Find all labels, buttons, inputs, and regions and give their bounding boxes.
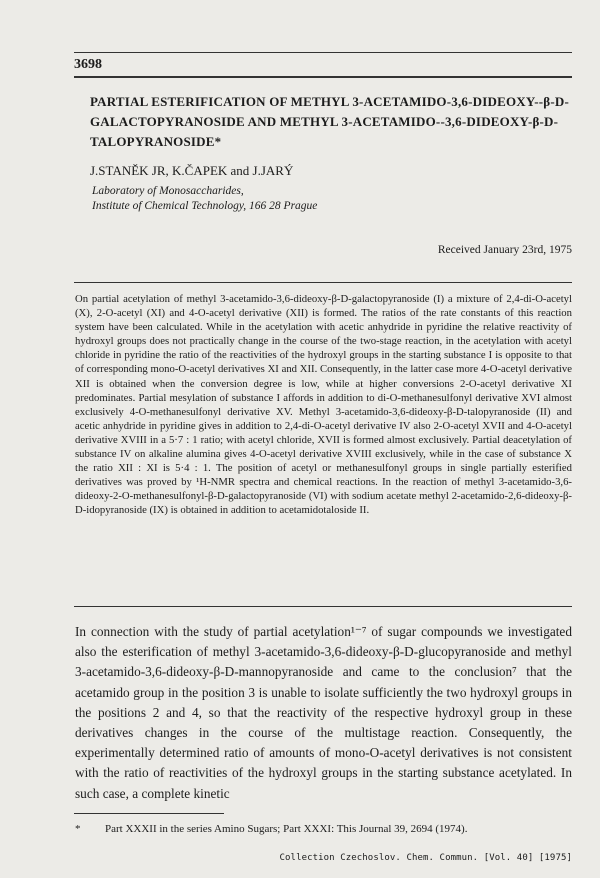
body-paragraph: In connection with the study of partial acetylation¹⁻⁷ of sugar compounds we investigated also the esterification of methyl 3-acetamido-3,6-dideoxy-β-D-glucopyranoside and methyl 3-acetamido-3,6-dideoxy-β-D-mannopyranoside and came to the conclusion⁷ that the acetamido group in the position 3 is unable to isolate sufficiently the two hydroxyl groups in the positions 2 and 4, so that the reactivity of the respective hydroxyl group in these derivatives changes in the course of the multistage reaction. Consequently, the experimentally determined ratio of amounts of mono-O-acetyl derivatives is not consistent with the ratio of reactivities of the hydroxyl groups in the starting substance acetylated. In such case, a complete kinetic [75, 624, 572, 801]
affiliation-line-1: Laboratory of Monosaccharides, [92, 185, 244, 197]
article-title: PARTIAL ESTERIFICATION OF METHYL 3-ACETAMIDO-3,6-DIDEOXY--β-D-GALACTOPYRANOSIDE AND METHYL 3-ACETAMIDO--3,6-DIDEOXY-β-D-TALOPYRANOSIDE* [90, 94, 569, 149]
author-affiliation [92, 184, 317, 214]
footnote [75, 823, 572, 835]
abstract-bottom-rule [74, 606, 572, 607]
header-top-rule [74, 52, 572, 53]
footnote-mark: * [75, 823, 81, 835]
footnote-text: Part XXXII in the series Amino Sugars; Part XXXI: This Journal 39, 2694 (1974). [105, 823, 468, 835]
header-bottom-rule [74, 76, 572, 78]
abstract-text: On partial acetylation of methyl 3-acetamido-3,6-dideoxy-β-D-galactopyranoside (I) a mixture of 2,4-di-O-acetyl (X), 2-O-acetyl (XI) and 4-O-acetyl derivative (XII) is formed. The ratios of the rate constants of this reaction system have been calculated. While in the acetylation with acetic anhydride in pyridine the relative reactivity of hydroxyl groups does not practically change in the course of the two-stage reaction, in the acetylation with acetyl chloride in pyridine the ratio of the reactivities of the hydroxyl groups in the starting substance I is opposite to that of corresponding mono-O-acetyl derivatives XI and XII. Consequently, in the latter case more 4-O-acetyl derivative XII is obtained when the conversion degree is low, while at higher conversions 2-O-acetyl derivative XI predominates. Partial mesylation of substance I affords in addition to di-O-methanesulfonyl derivative XVI almost exclusively 4-O-methanesulfonyl derivative XV. Methyl 3-acetamido-3,6-dideoxy-β-D-talopyranoside (II) and acetic anhydride in pyridine gives in addition to 2,4-di-O-acetyl derivative IV also 2-O-acetyl XVII and 4-O-acetyl derivative XVIII in a 5·7 : 1 ratio; with acetyl chloride, XVII is formed almost exclusively. Partial deacetylation of substance IV on alkaline alumina gives 4-O-acetyl derivative XVIII exclusively, while in the case of substance X the ratio XII : XI is 5·4 : 1. The position of acetyl or methanesulfonyl groups in single partially esterified derivatives was proved by ¹H-NMR spectra and chemical reactions. In the reaction of methyl 3-acetamido-3,6-dideoxy-2-O-methanesulfonyl-β-D-galactopyranoside (VI) with sodium acetate methyl 2-acetamido-2,6-dideoxy-β-D-idopyranoside (IX) is obtained in addition to acetamidotaloside II. [75, 293, 572, 517]
footnote-rule [74, 813, 224, 814]
affiliation-line-2: Institute of Chemical Technology, 166 28 Prague [92, 200, 318, 212]
received-date: Received January 23rd, 1975 [437, 244, 572, 256]
abstract-top-rule [74, 282, 572, 283]
page-number: 3698 [74, 57, 102, 72]
journal-footer: Collection Czechoslov. Chem. Commun. [Vol. 40] [1975] [279, 853, 572, 863]
article-authors: J.STANĚK JR, K.ČAPEK and J.JARÝ [90, 163, 294, 178]
